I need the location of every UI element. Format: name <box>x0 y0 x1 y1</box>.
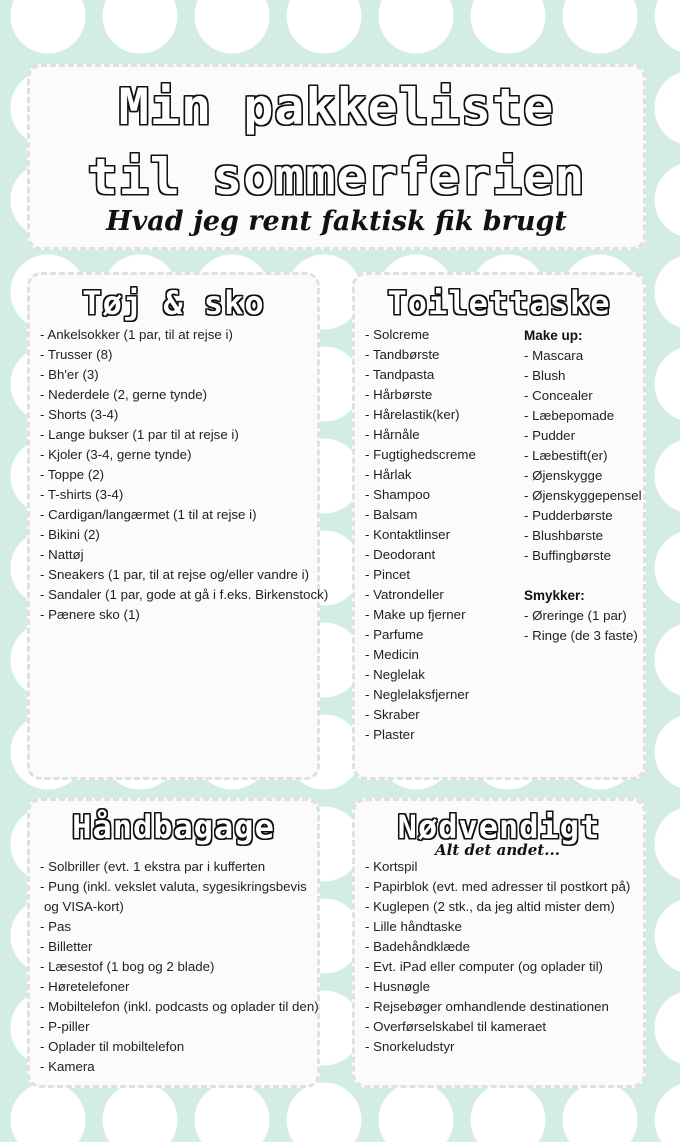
makeup-heading: Make up: <box>524 328 583 343</box>
list-item: - Vatrondeller <box>365 585 476 605</box>
list-item: - Deodorant <box>365 545 476 565</box>
list-item: - Shorts (3-4) <box>40 405 328 425</box>
list-item: - Plaster <box>365 725 476 745</box>
list-item: - Ankelsokker (1 par, til at rejse i) <box>40 325 328 345</box>
list-item: - Make up fjerner <box>365 605 476 625</box>
list-item: - Neglelaksfjerner <box>365 685 476 705</box>
smykker-heading: Smykker: <box>524 588 585 603</box>
page-title-line1: Min pakkeliste <box>118 78 555 136</box>
list-item: - Sneakers (1 par, til at rejse og/eller vandre i) <box>40 565 328 585</box>
list-item: - Snorkeludstyr <box>365 1037 630 1057</box>
nodvendigt-subtitle: Alt det andet... <box>435 841 560 859</box>
page-title-line2: til sommerferien <box>87 148 586 206</box>
list-item: - Tandpasta <box>365 365 476 385</box>
list-item: - Buffingbørste <box>524 546 642 566</box>
list-item: - Solcreme <box>365 325 476 345</box>
list-item: - Øreringe (1 par) <box>524 606 642 626</box>
page-subtitle: Hvad jeg rent faktisk fik brugt <box>106 206 567 237</box>
list-item: - Hårnåle <box>365 425 476 445</box>
list-item: - Overførselskabel til kameraet <box>365 1017 630 1037</box>
list-item: - P-piller <box>40 1017 319 1037</box>
list-item-continuation: og VISA-kort) <box>44 899 124 914</box>
list-item: - Bh'er (3) <box>40 365 328 385</box>
list-item: - Trusser (8) <box>40 345 328 365</box>
nodvendigt-title: Nødvendigt <box>397 808 601 846</box>
list-item: - Kontaktlinser <box>365 525 476 545</box>
list-item: - Skraber <box>365 705 476 725</box>
list-item: - Pudder <box>524 426 642 446</box>
list-item: - Toppe (2) <box>40 465 328 485</box>
list-item: - Mobiltelefon (inkl. podcasts og oplader til den) <box>40 997 319 1017</box>
list-item: - Pas <box>40 917 319 937</box>
header-card <box>27 64 646 250</box>
list-item: - Oplader til mobiltelefon <box>40 1037 319 1057</box>
toilettaske-list <box>365 325 476 745</box>
list-item: - Hårelastik(ker) <box>365 405 476 425</box>
list-item: - Medicin <box>365 645 476 665</box>
list-item: - Læbepomade <box>524 406 642 426</box>
list-item: - Pænere sko (1) <box>40 605 328 625</box>
toj-title: Tøj & sko <box>82 284 265 322</box>
handbagage-card <box>27 798 320 1088</box>
list-item: - Hårlak <box>365 465 476 485</box>
list-item: - Øjenskyggepensel <box>524 486 642 506</box>
list-item: - Sandaler (1 par, gode at gå i f.eks. Birkenstock) <box>40 585 328 605</box>
list-item: - Badehåndklæde <box>365 937 630 957</box>
smykker-list <box>524 606 642 646</box>
list-item: - Hårbørste <box>365 385 476 405</box>
toj-card <box>27 272 329 780</box>
list-item: - Kuglepen (2 stk., da jeg altid mister dem) <box>365 897 630 917</box>
list-item: - Concealer <box>524 386 642 406</box>
list-item: - Papirblok (evt. med adresser til postkort på) <box>365 877 630 897</box>
list-item: - Evt. iPad eller computer (og oplader til) <box>365 957 630 977</box>
list-item: - Pudderbørste <box>524 506 642 526</box>
list-item: - Solbriller (evt. 1 ekstra par i kufferten <box>40 857 319 877</box>
list-item: - Parfume <box>365 625 476 645</box>
list-item: - Neglelak <box>365 665 476 685</box>
list-item: - Husnøgle <box>365 977 630 997</box>
list-item: - Blush <box>524 366 642 386</box>
handbagage-title: Håndbagage <box>72 808 275 846</box>
list-item: - Nederdele (2, gerne tynde) <box>40 385 328 405</box>
list-item: - Lille håndtaske <box>365 917 630 937</box>
toilettaske-title: Toilettaske <box>387 284 611 322</box>
list-item: - Kjoler (3-4, gerne tynde) <box>40 445 328 465</box>
list-item: - Læbestift(er) <box>524 446 642 466</box>
list-item: - Pung (inkl. vekslet valuta, sygesikringsbevis <box>40 877 319 897</box>
list-item: - Øjenskygge <box>524 466 642 486</box>
list-item: - Høretelefoner <box>40 977 319 997</box>
toilettaske-card <box>352 272 646 780</box>
list-item: - Tandbørste <box>365 345 476 365</box>
list-item: - Shampoo <box>365 485 476 505</box>
list-item: - Kamera <box>40 1057 319 1077</box>
list-item: - Mascara <box>524 346 642 366</box>
list-item: - Lange bukser (1 par til at rejse i) <box>40 425 328 445</box>
list-item: - T-shirts (3-4) <box>40 485 328 505</box>
list-item: - Rejsebøger omhandlende destinationen <box>365 997 630 1017</box>
makeup-list <box>524 346 642 566</box>
list-item: - Nattøj <box>40 545 328 565</box>
list-item: - Bikini (2) <box>40 525 328 545</box>
makeup-section <box>524 326 642 646</box>
handbagage-list <box>40 857 319 1077</box>
nodvendigt-list <box>365 857 630 1057</box>
list-item: - Pincet <box>365 565 476 585</box>
list-item: - Ringe (de 3 faste) <box>524 626 642 646</box>
list-item: - Balsam <box>365 505 476 525</box>
list-item: - Kortspil <box>365 857 630 877</box>
list-item: - Billetter <box>40 937 319 957</box>
nodvendigt-card <box>352 798 646 1088</box>
list-item: - Læsestof (1 bog og 2 blade) <box>40 957 319 977</box>
toj-list <box>40 325 328 625</box>
list-item: - Blushbørste <box>524 526 642 546</box>
list-item: - Cardigan/langærmet (1 til at rejse i) <box>40 505 328 525</box>
list-item: - Fugtighedscreme <box>365 445 476 465</box>
